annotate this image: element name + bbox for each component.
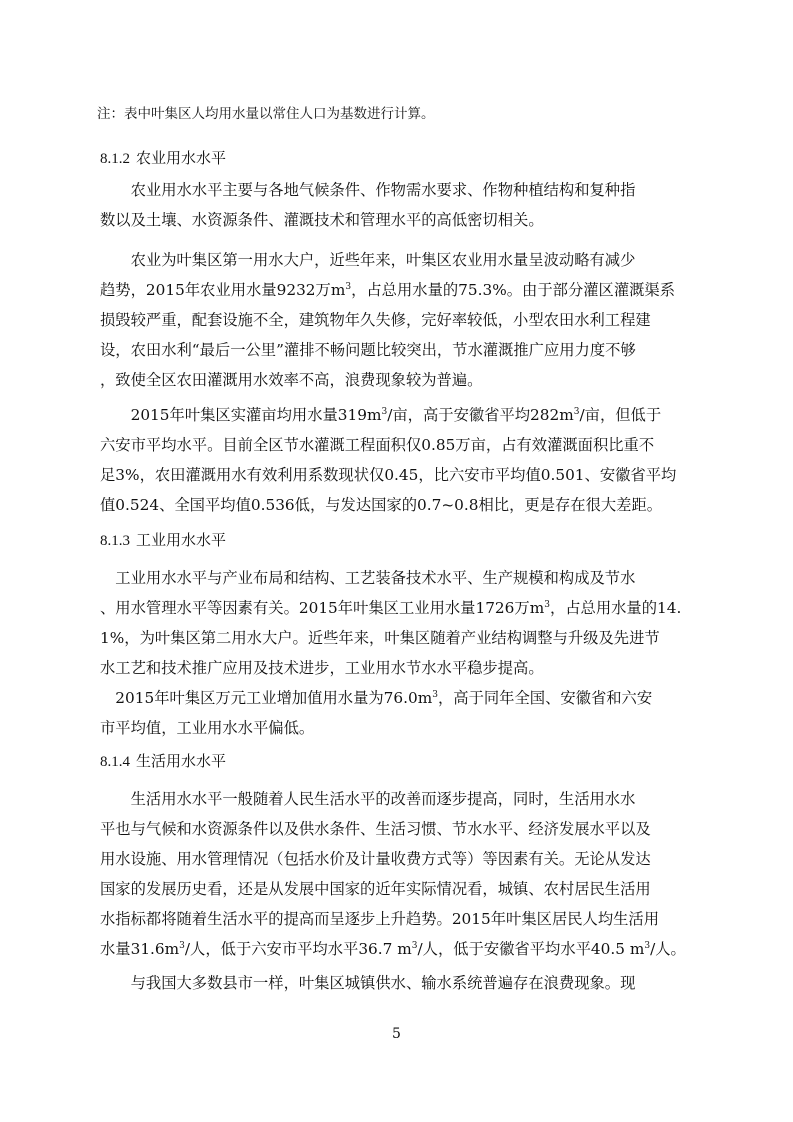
paragraph [100,245,700,395]
text-line: 国家的发展历史看，还是从发展中国家的近年实际情况看，城镇、农村居民生活用 [100,880,651,898]
text-line: 农业用水水平主要与各地气候条件、作物需水要求、作物种植结构和复种指 [100,181,636,199]
text-line: 水工艺和技术推广应用及技术进步，工业用水节水水平稳步提高。 [100,659,544,677]
text-line: 水量$31.6m^3/$人，低于六安市平均水平36.7 $m^3/$人，低于安徽省平均水平40.5 $m^3/$人。 [100,940,686,958]
paragraph [100,400,700,520]
text-line: 1%，为叶集区第二用水大户。近些年来，叶集区随着产业结构调整与升级及先进节 [100,629,660,647]
text-line: 与我国大多数县市一样，叶集区城镇供水、输水系统普遍存在浪费现象。现 [100,974,636,992]
paragraph [100,784,700,964]
text-line: 设，农田水利“最后一公里”灌排不畅问题比较突出，节水灌溉推广应用力度不够 [100,341,636,359]
section-number: 8.1.4 [100,754,130,770]
text-line: 数以及土壤、水资源条件、灌溉技术和管理水平的高低密切相关。 [100,211,544,229]
text-line: 、用水管理水平等因素有关。2015年叶集区工业用水量1726万$m^3$，占总用水量的14. [100,599,682,617]
text-line: 生活用水水平一般随着人民生活水平的改善而逐步提高，同时，生活用水水 [100,790,636,808]
text-line: 2015年叶集区实灌亩均用水量$319m^3/$亩，高于安徽省平均$282m^3/$亩，但低于 [100,406,662,424]
text-line: 平也与气候和水资源条件以及供水条件、生活习惯、节水水平、经济发展水平以及 [100,820,651,838]
paragraph [100,683,700,743]
section-number: 8.1.3 [100,533,130,549]
text-line: 市平均值，工业用水水平偏低。 [100,719,315,737]
paragraph [100,968,700,998]
text-line: ，致使全区农田灌溉用水效率不高，浪费现象较为普遍。 [100,371,483,389]
section-heading-8-1-3 [100,528,226,553]
text-line: 足3%，农田灌溉用水有效利用系数现状仅0.45，比六安市平均值0.501、安徽省平均 [100,466,677,484]
section-heading-8-1-2 [100,146,226,171]
text-line: 趋势，2015年农业用水量9232万$m^3$，占总用水量的75.3%。由于部分灌区灌溉渠系 [100,281,676,299]
section-heading-8-1-4 [100,749,226,774]
text-line: 水指标都将随着生活水平的提高而呈逐步上升趋势。2015年叶集区居民人均生活用 [100,910,660,928]
text-line: 2015年叶集区万元工业增加值用水量为$76.0m^3$，高于同年全国、安徽省和六安 [100,689,653,707]
text-line: 用水设施、用水管理情况（包括水价及计量收费方式等）等因素有关。无论从发达 [100,850,651,868]
text-line: 工业用水水平与产业布局和结构、工艺装备技术水平、生产规模和构成及节水 [100,569,636,587]
section-title: 工业用水水平 [136,531,227,549]
section-title: 农业用水水平 [136,149,227,167]
text-line: 损毁较严重，配套设施不全，建筑物年久失修，完好率较低，小型农田水利工程建 [100,311,651,329]
text-line: 值0.524、全国平均值0.536低，与发达国家的0.7~0.8相比，更是存在很大差距。 [100,496,663,514]
section-number: 8.1.2 [100,151,130,167]
text-line: 六安市平均水平。目前全区节水灌溉工程面积仅0.85万亩，占有效灌溉面积比重不 [100,436,655,454]
paragraph [100,563,700,683]
page-number: 5 [392,1026,401,1042]
section-title: 生活用水水平 [136,752,227,770]
paragraph [100,175,700,235]
text-line: 农业为叶集区第一用水大户，近些年来，叶集区农业用水量呈波动略有减少 [100,251,636,269]
table-note: 注：表中叶集区人均用水量以常住人口为基数进行计算。 [97,106,435,122]
